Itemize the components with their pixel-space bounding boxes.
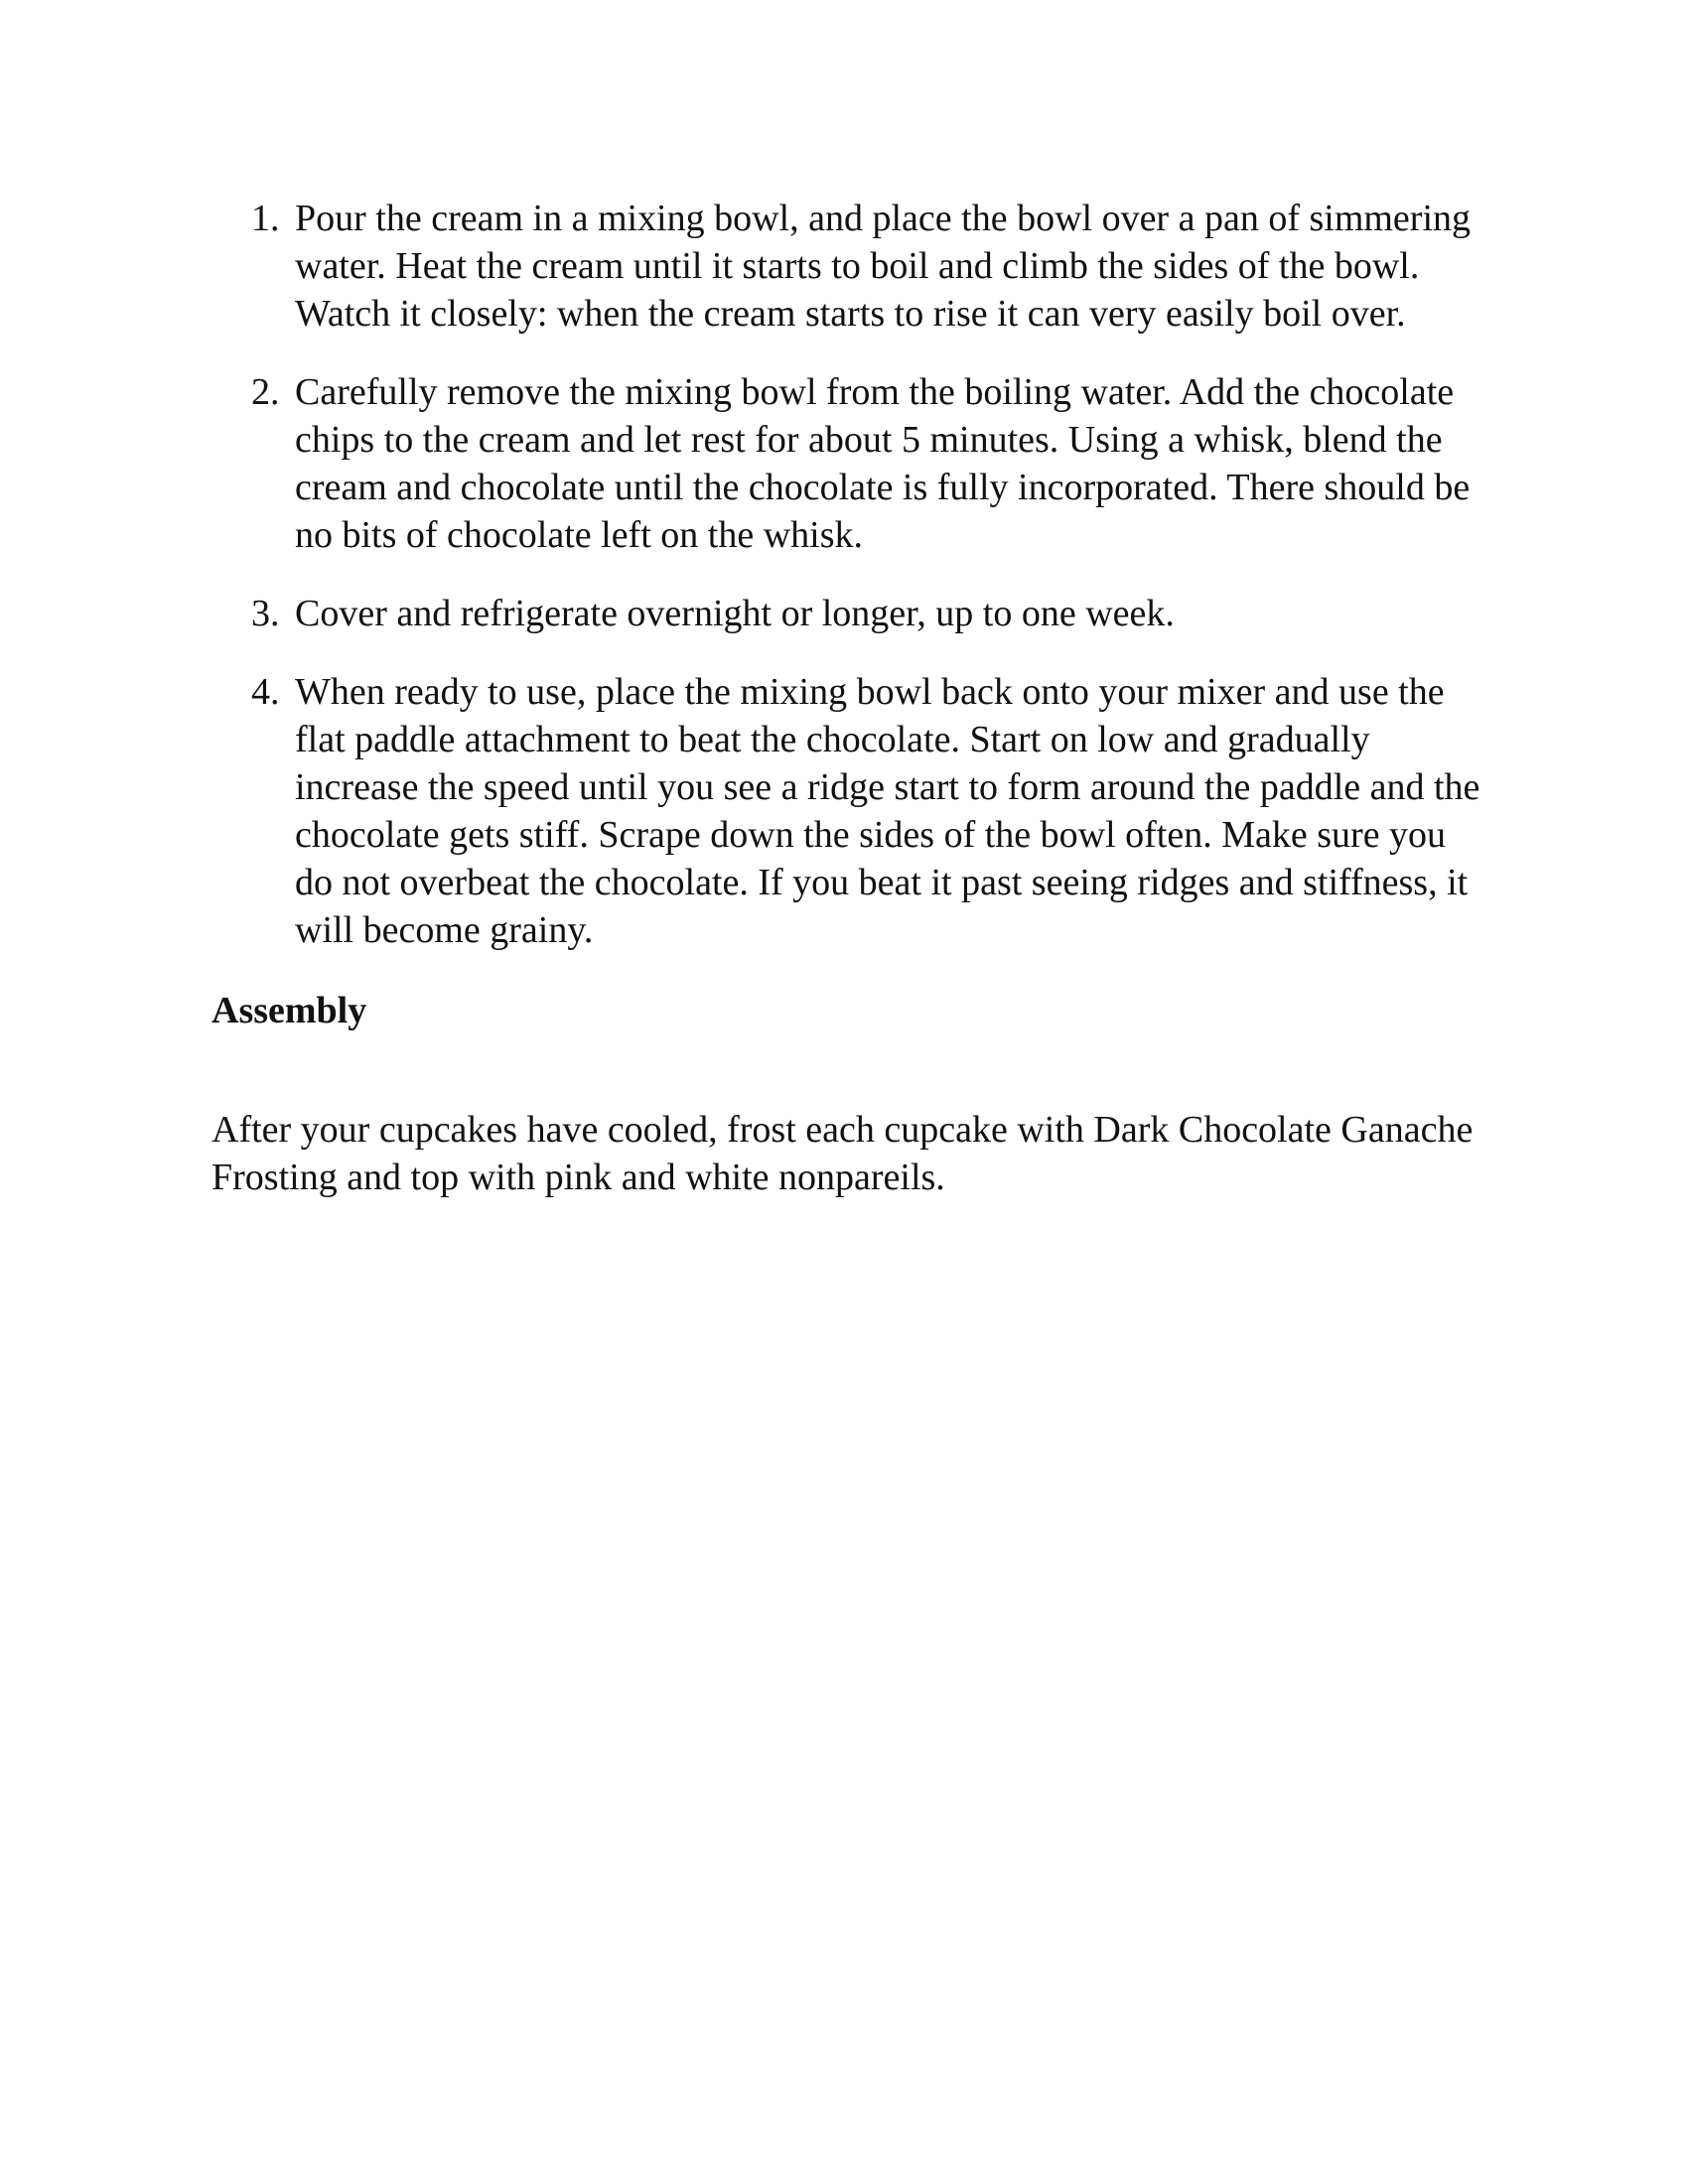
instruction-list — [211, 195, 1502, 954]
instruction-step — [211, 195, 1502, 338]
step-text: Cover and refrigerate overnight or longer, up to one week. — [295, 593, 1175, 634]
step-text: Carefully remove the mixing bowl from the boiling water. Add the chocolate chips to the cream and let rest for about 5 minutes. Using a whisk, blend the cream and chocolate until the chocolate is fully incorporated. There should be no bits of chocolate left on the whisk. — [295, 371, 1471, 556]
step-text: When ready to use, place the mixing bowl back onto your mixer and use the flat paddle attachment to beat the chocolate. Start on low and gradually increase the speed until you see a ridge start to form around the paddle and the chocolate gets stiff. Scrape down the sides of the bowl often. Make sure you do not overbeat the chocolate. If you beat it past seeing ridges and stiffness, it will become grainy. — [295, 671, 1480, 951]
page-content — [211, 195, 1502, 1201]
assembly-heading: Assembly — [211, 990, 367, 1031]
instruction-step — [211, 590, 1502, 637]
step-number: 4. — [251, 671, 280, 713]
step-number: 1. — [251, 198, 280, 239]
step-text: Pour the cream in a mixing bowl, and place the bowl over a pan of simmering water. Heat the cream until it starts to boil and climb the sides of the bowl. Watch it closely: when the cream starts to rise it can very easily boil over. — [295, 198, 1472, 335]
instruction-step — [211, 668, 1502, 954]
step-number: 3. — [251, 593, 280, 634]
assembly-paragraph: After your cupcakes have cooled, frost each cupcake with Dark Chocolate Ganache Frosting and top with pink and white nonpareils. — [211, 1109, 1474, 1198]
step-number: 2. — [251, 371, 280, 413]
instruction-step — [211, 368, 1502, 559]
